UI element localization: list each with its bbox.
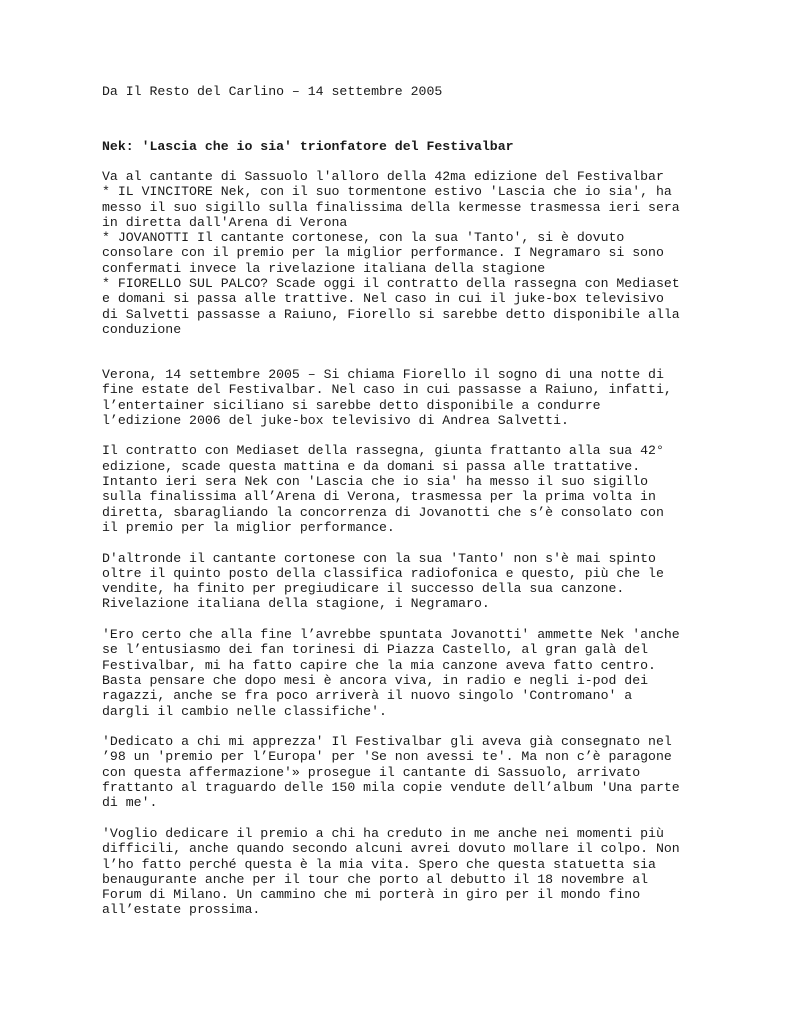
summary-block bbox=[102, 169, 680, 337]
paragraph-line: diretta, sbaragliando la concorrenza di Jovanotti che s’è consolato con bbox=[102, 504, 664, 520]
paragraph-line: Rivelazione italiana della stagione, i Negramaro. bbox=[102, 596, 490, 612]
headline: Nek: 'Lascia che io sia' trionfatore del Festivalbar bbox=[102, 139, 514, 154]
paragraph bbox=[102, 734, 680, 810]
summary-line: e domani si passa alle trattive. Nel caso in cui il juke-box televisivo bbox=[102, 291, 664, 307]
paragraph-line: l’ho fatto perché questa è la mia vita. Spero che questa statuetta sia bbox=[102, 856, 656, 872]
summary-line: * JOVANOTTI Il cantante cortonese, con la sua 'Tanto', si è dovuto bbox=[102, 230, 625, 246]
paragraph-line: ragazzi, anche se fra poco arriverà il nuovo singolo 'Contromano' a bbox=[102, 688, 633, 704]
paragraph-line: l’edizione 2006 del juke-box televisivo di Andrea Salvetti. bbox=[102, 412, 569, 428]
paragraph-line: benaugurante anche per il tour che porto al debutto il 18 novembre al bbox=[102, 871, 649, 887]
paragraph-line: 'Ero certo che alla fine l’avrebbe spuntata Jovanotti' ammette Nek 'anche bbox=[102, 627, 680, 643]
paragraph-line: il premio per la miglior performance. bbox=[102, 519, 395, 535]
paragraph bbox=[102, 826, 680, 918]
paragraph bbox=[102, 551, 680, 612]
summary-line: conduzione bbox=[102, 321, 182, 337]
paragraph-line: 'Voglio dedicare il premio a chi ha creduto in me anche nei momenti più bbox=[102, 825, 664, 841]
paragraph-line: Verona, 14 settembre 2005 – Si chiama Fiorello il sogno di una notte di bbox=[102, 367, 664, 382]
summary-line: * IL VINCITORE Nek, con il suo tormentone estivo 'Lascia che io sia', ha bbox=[102, 184, 672, 200]
summary-line: in diretta dall'Arena di Verona bbox=[102, 214, 348, 230]
paragraph-line: difficili, anche quando secondo alcuni avrei dovuto mollare il colpo. Non bbox=[102, 841, 680, 857]
paragraph-line: oltre il quinto posto della classifica radiofonica e questo, più che le bbox=[102, 565, 664, 581]
paragraph-line: di me'. bbox=[102, 795, 158, 811]
paragraph-line: sulla finalissima all’Arena di Verona, trasmessa per la prima volta in bbox=[102, 489, 656, 505]
summary-line: messo il suo sigillo sulla finalissima della kermesse trasmessa ieri sera bbox=[102, 199, 680, 215]
paragraph-line: con questa affermazione'» prosegue il cantante di Sassuolo, arrivato bbox=[102, 764, 641, 780]
paragraph bbox=[102, 367, 680, 428]
paragraph-line: D'altronde il cantante cortonese con la sua 'Tanto' non s'è mai spinto bbox=[102, 550, 656, 566]
paragraph-line: all’estate prossima. bbox=[102, 902, 261, 918]
summary-line: di Salvetti passasse a Raiuno, Fiorello si sarebbe detto disponibile alla bbox=[102, 306, 680, 322]
document-page bbox=[102, 84, 742, 918]
paragraph-line: Festivalbar, mi ha fatto capire che la mia canzone aveva fatto centro. bbox=[102, 657, 656, 673]
paragraph-line: dargli il cambio nelle classifiche'. bbox=[102, 703, 387, 719]
summary-line: * FIORELLO SUL PALCO? Scade oggi il contratto della rassegna con Mediaset bbox=[102, 276, 680, 292]
paragraph bbox=[102, 443, 680, 535]
paragraph-line: 'Dedicato a chi mi apprezza' Il Festivalbar gli aveva già consegnato nel bbox=[102, 734, 672, 750]
article-body bbox=[102, 367, 680, 933]
summary-line: Va al cantante di Sassuolo l'alloro della 42ma edizione del Festivalbar bbox=[102, 169, 664, 184]
summary-line: consolare con il premio per la miglior performance. I Negramaro si sono bbox=[102, 245, 664, 261]
paragraph-line: Il contratto con Mediaset della rassegna, giunta frattanto alla sua 42° bbox=[102, 443, 664, 459]
paragraph-line: Forum di Milano. Un cammino che mi porterà in giro per il mondo fino bbox=[102, 887, 641, 903]
paragraph-line: Basta pensare che dopo mesi è ancora viva, in radio e negli i-pod dei bbox=[102, 672, 649, 688]
summary-line: confermati invece la rivelazione italiana della stagione bbox=[102, 260, 546, 276]
paragraph bbox=[102, 627, 680, 719]
paragraph-line: vendite, ha finito per pregiudicare il successo della sua canzone. bbox=[102, 581, 625, 597]
paragraph-line: edizione, scade questa mattina e da domani si passa alle trattative. bbox=[102, 458, 641, 474]
source-line: Da Il Resto del Carlino – 14 settembre 2005 bbox=[102, 84, 443, 99]
paragraph-line: l’entertainer siciliano si sarebbe detto disponibile a condurre bbox=[102, 397, 601, 413]
paragraph-line: se l’entusiasmo dei fan torinesi di Piazza Castello, al gran galà del bbox=[102, 642, 649, 658]
paragraph-line: fine estate del Festivalbar. Nel caso in cui passasse a Raiuno, infatti, bbox=[102, 382, 672, 398]
paragraph-line: ’98 un 'premio per l’Europa' per 'Se non avessi te'. Ma non c’è paragone bbox=[102, 749, 672, 765]
paragraph-line: frattanto al traguardo delle 150 mila copie vendute dell’album 'Una parte bbox=[102, 780, 680, 796]
paragraph-line: Intanto ieri sera Nek con 'Lascia che io sia' ha messo il suo sigillo bbox=[102, 474, 649, 490]
